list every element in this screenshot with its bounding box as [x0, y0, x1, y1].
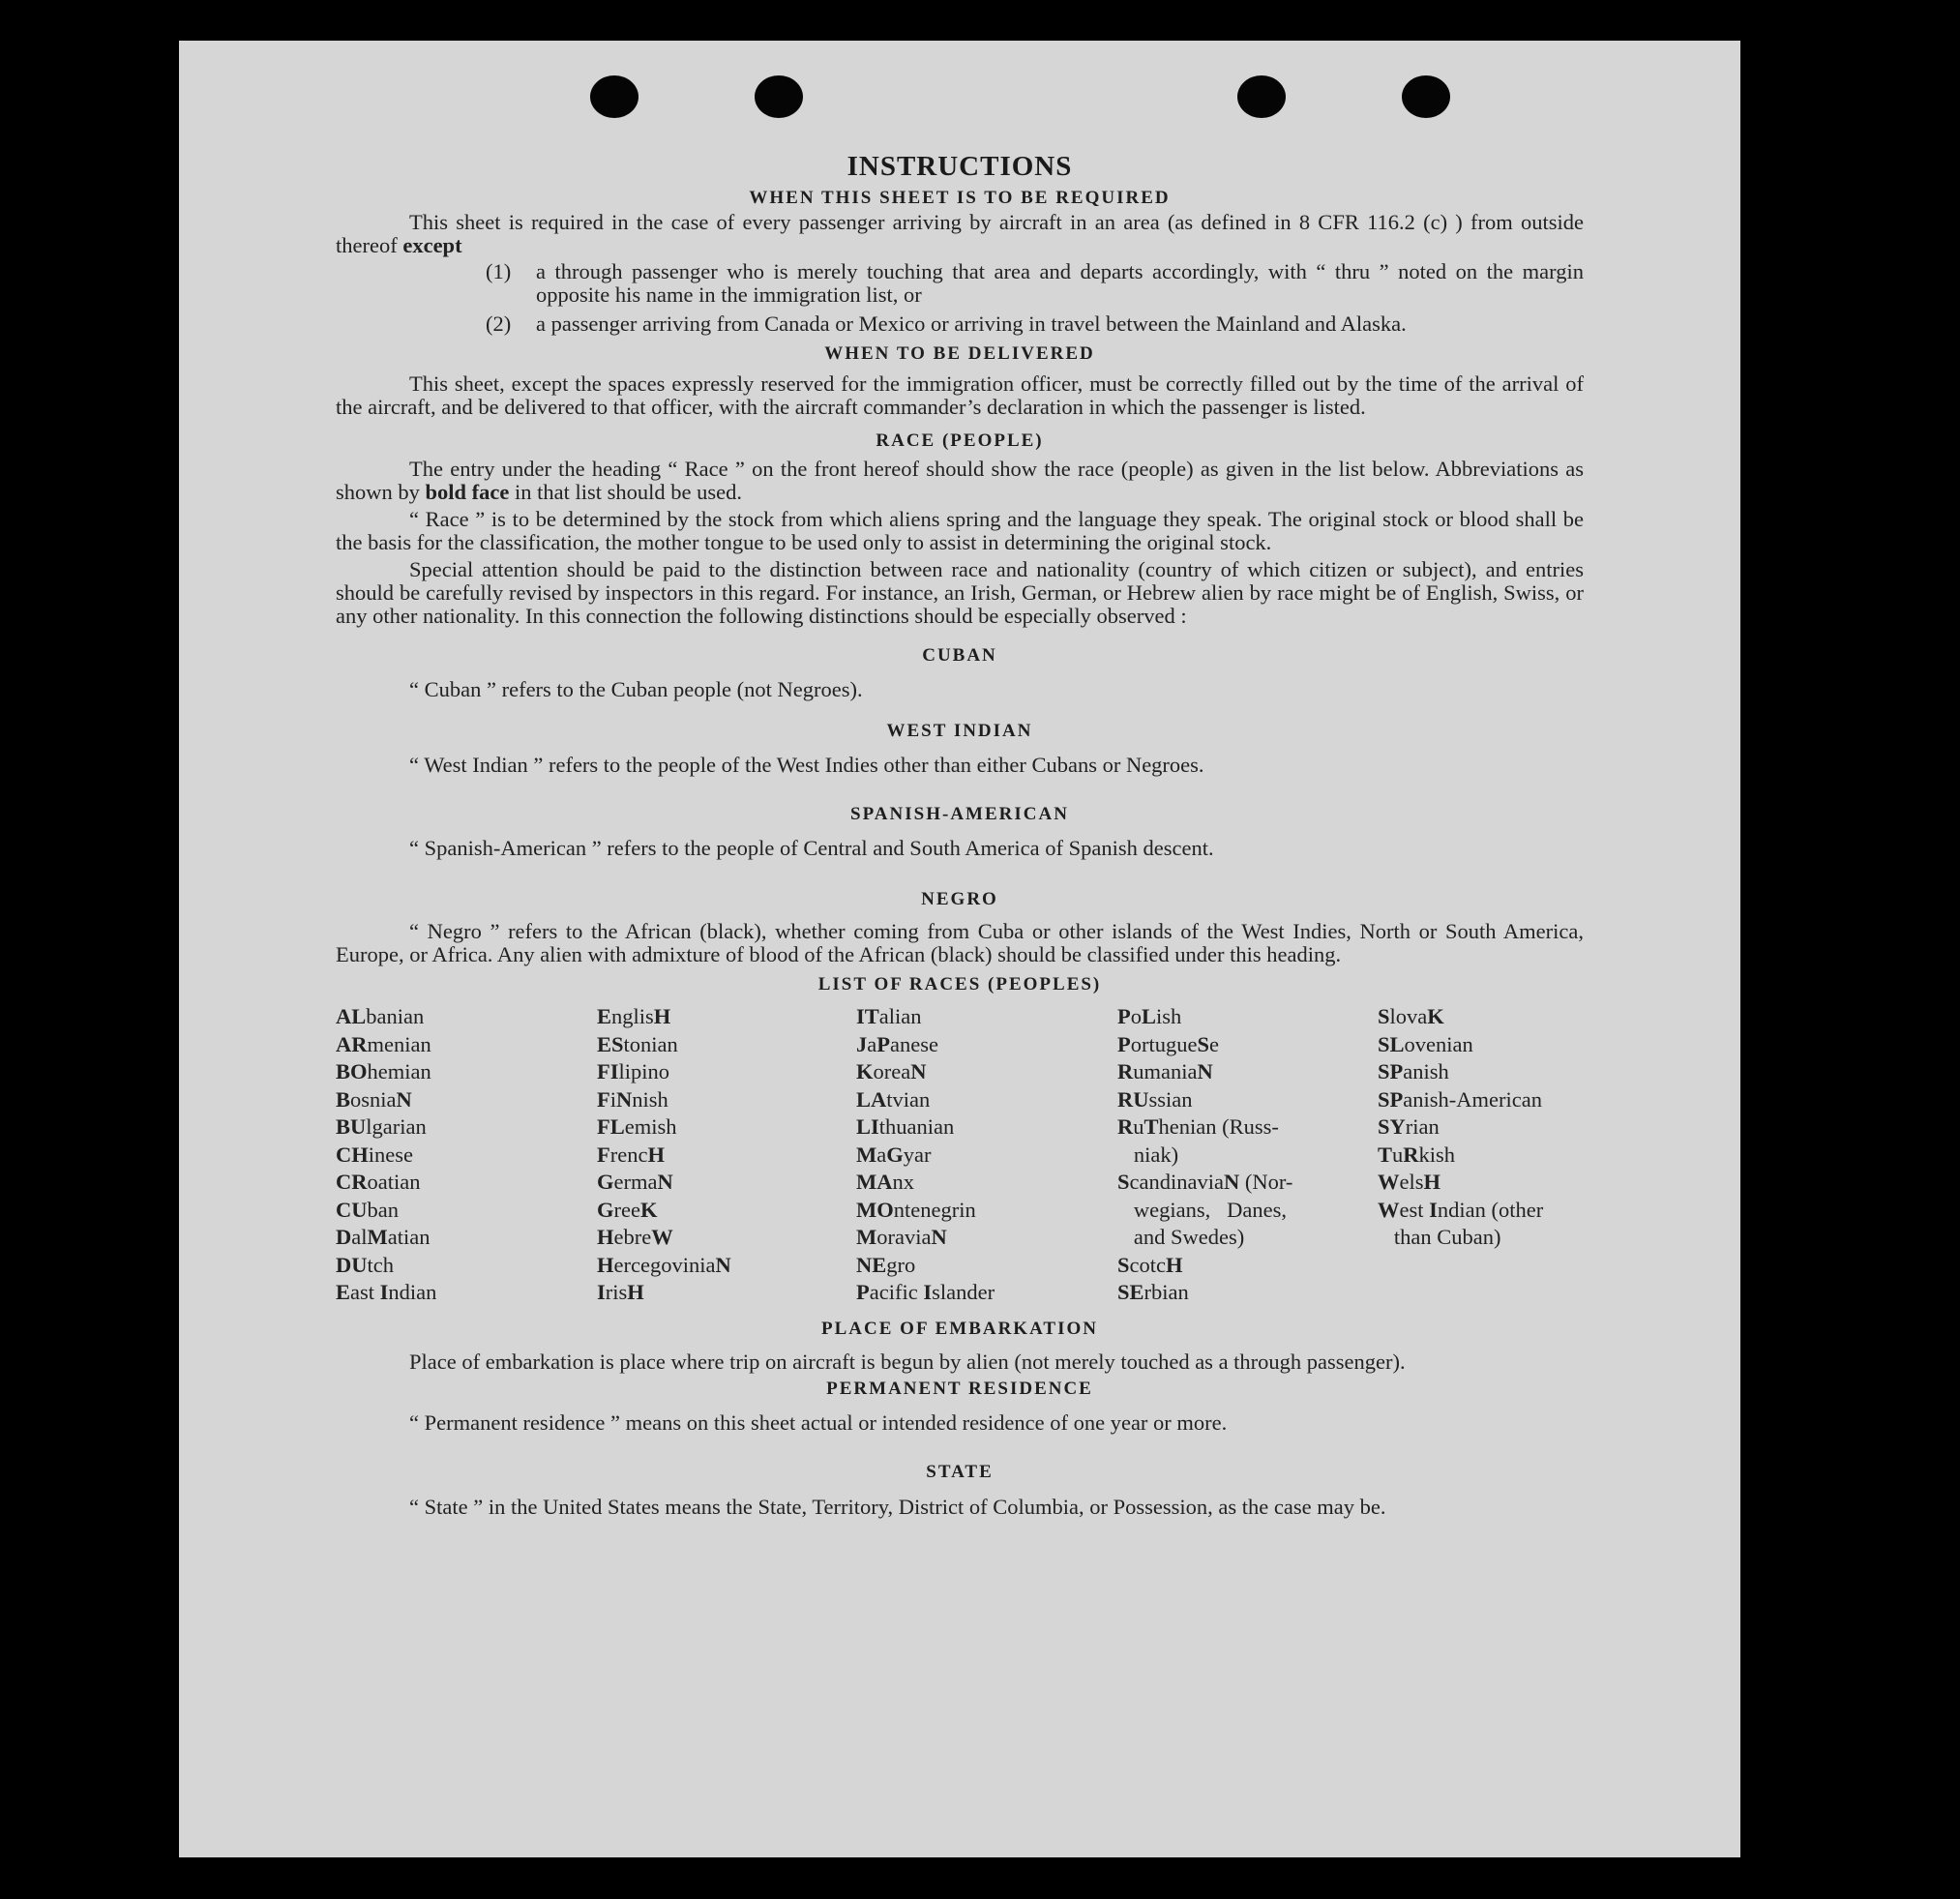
race-entry: IrisH: [597, 1280, 644, 1304]
section-heading-cuban: CUBAN: [922, 645, 997, 666]
race-entry: JaPanese: [856, 1031, 938, 1056]
race-entry: CRoatian: [336, 1170, 421, 1194]
section-heading-west-indian: WEST INDIAN: [886, 721, 1033, 741]
race-entry: GreeK: [597, 1197, 658, 1222]
race-entry: ITalian: [856, 1004, 922, 1028]
race-entry: niak): [1117, 1142, 1179, 1167]
negro-text: “ Negro ” refers to the African (black), whether coming from Cuba or other islands of the West Indies, North or South America, Europe, or Africa. Any alien with admixture of blood of the African (black) should be classified under this heading.: [336, 919, 1584, 966]
punch-hole: [755, 75, 803, 118]
race-entry: HercegoviniaN: [597, 1252, 731, 1277]
race-entry: BUlgarian: [336, 1114, 427, 1139]
races-column: [336, 1003, 597, 1307]
section-heading-spanish-american: SPANISH-AMERICAN: [850, 804, 1069, 824]
section-heading-state: STATE: [926, 1461, 994, 1482]
race-entry: ARmenian: [336, 1031, 431, 1056]
race-entry: ScandinaviaN (Nor-: [1117, 1170, 1293, 1194]
spanish-american-text: “ Spanish-American ” refers to the people of Central and South America of Spanish descent.: [409, 836, 1214, 860]
punch-hole: [1237, 75, 1286, 118]
punch-hole: [590, 75, 638, 118]
race-entry: FiNnish: [597, 1086, 668, 1112]
document-body: [336, 147, 1584, 1522]
race-entry: East Indian: [336, 1280, 437, 1304]
section-heading-required: WHEN THIS SHEET IS TO BE REQUIRED: [749, 188, 1171, 208]
race-entry: MaGyar: [856, 1142, 932, 1167]
race-entry: EnglisH: [597, 1004, 671, 1028]
punch-hole: [1402, 75, 1450, 118]
race-entry: SErbian: [1117, 1280, 1189, 1304]
race-entry: and Swedes): [1117, 1225, 1245, 1249]
race-entry: BosniaN: [336, 1086, 412, 1112]
residence-text: “ Permanent residence ” means on this sheet actual or intended residence of one year or more.: [409, 1409, 1228, 1435]
race-entry: DalMatian: [336, 1225, 431, 1249]
race-entry: LIthuanian: [856, 1114, 955, 1139]
race-entry: ScotcH: [1117, 1252, 1183, 1277]
race-entry: MAnx: [856, 1170, 914, 1194]
race-entry: CHinese: [336, 1142, 413, 1167]
race-entry: LAtvian: [856, 1086, 931, 1112]
west-indian-text: “ West Indian ” refers to the people of the West Indies other than either Cubans or Negroes.: [409, 753, 1204, 777]
section-heading-embarkation: PLACE OF EMBARKATION: [821, 1318, 1098, 1339]
race-entry: FrencH: [597, 1142, 665, 1167]
race-entry: Pacific Islander: [856, 1280, 995, 1304]
race-entry: MOntenegrin: [856, 1197, 976, 1222]
race-entry: BOhemian: [336, 1059, 431, 1083]
race-entry: West Indian (other: [1378, 1197, 1544, 1222]
race-entry: GermaN: [597, 1170, 673, 1194]
document-sheet: [179, 41, 1740, 1857]
race-entry: WelsH: [1378, 1170, 1441, 1194]
race-entry: SLovenian: [1378, 1031, 1473, 1056]
race-entry: RuThenian (Russ-: [1117, 1114, 1279, 1139]
section-heading-race: RACE (PEOPLE): [876, 430, 1044, 451]
race-entry: wegians, Danes,: [1117, 1197, 1287, 1222]
race-entry: CUban: [336, 1197, 399, 1222]
race-entry: than Cuban): [1378, 1225, 1501, 1249]
exception-item: (2) a passenger arriving from Canada or Mexico or arriving in travel between the Mainland and Alaska.: [486, 312, 1407, 336]
race-entry: NEgro: [856, 1252, 916, 1277]
page-title: INSTRUCTIONS: [846, 151, 1073, 182]
races-column: [1117, 1003, 1378, 1307]
embarkation-text: Place of embarkation is place where trip on aircraft is begun by alien (not merely touched as a through passenger).: [409, 1349, 1406, 1374]
delivered-text: This sheet, except the spaces expressly reserved for the immigration officer, must be correctly filled out by the time of the arrival of the aircraft, and be delivered to that officer, with the aircraft commander’s declaration in which the passenger is listed.: [336, 371, 1584, 419]
race-entry: FIlipino: [597, 1059, 670, 1083]
race-entry: SYrian: [1378, 1114, 1440, 1139]
races-list: [336, 1003, 1584, 1307]
race-entry: SlovaK: [1378, 1004, 1444, 1028]
section-heading-residence: PERMANENT RESIDENCE: [826, 1378, 1093, 1399]
race-paragraph-1: The entry under the heading “ Race ” on the front hereof should show the race (people) as given in the list below. Abbreviations as shown by bold face in that list should be used.: [336, 457, 1584, 504]
races-column: [1378, 1003, 1584, 1307]
race-entry: RumaniaN: [1117, 1059, 1213, 1083]
race-entry: TuRkish: [1378, 1142, 1456, 1167]
state-text: “ State ” in the United States means the State, Territory, District of Columbia, or Possession, as the case may be.: [409, 1494, 1386, 1519]
races-column: [856, 1003, 1117, 1307]
race-paragraph-2: “ Race ” is to be determined by the stock from which aliens spring and the language they speak. The original stock or blood shall be the basis for the classification, the mother tongue to be used only to assist in determining the original stock.: [336, 507, 1584, 554]
exception-item: (1) a through passenger who is merely touching that area and departs accordingly, with “ thru ” noted on the margin opposite his name in the immigration list, or: [486, 259, 1584, 307]
race-entry: PortugueSe: [1117, 1031, 1219, 1056]
race-entry: FLemish: [597, 1114, 677, 1139]
cuban-text: “ Cuban ” refers to the Cuban people (not Negroes).: [409, 677, 863, 701]
race-entry: RUssian: [1117, 1086, 1193, 1112]
race-entry: KoreaN: [856, 1059, 927, 1083]
race-paragraph-3: Special attention should be paid to the distinction between race and nationality (country of which citizen or subject), and entries should be carefully revised by inspectors in this regard. For instance, an Irish, German, or Hebrew alien by race might be of English, Swiss, or any other nationality. In this connection the following distinctions should be especially observed :: [336, 557, 1584, 628]
races-column: [597, 1003, 856, 1307]
race-entry: MoraviaN: [856, 1225, 947, 1249]
section-heading-negro: NEGRO: [921, 889, 998, 909]
race-entry: HebreW: [597, 1225, 673, 1249]
required-intro: This sheet is required in the case of every passenger arriving by aircraft in an area (as defined in 8 CFR 116.2 (c) ) from outside thereof except: [336, 210, 1584, 257]
races-list-heading: LIST OF RACES (PEOPLES): [817, 974, 1102, 994]
race-entry: ALbanian: [336, 1004, 425, 1028]
section-heading-delivered: WHEN TO BE DELIVERED: [824, 343, 1095, 364]
race-entry: DUtch: [336, 1252, 394, 1277]
race-entry: SPanish: [1378, 1059, 1449, 1083]
race-entry: SPanish-American: [1378, 1086, 1542, 1112]
race-entry: PoLish: [1117, 1004, 1182, 1028]
race-entry: EStonian: [597, 1031, 678, 1056]
